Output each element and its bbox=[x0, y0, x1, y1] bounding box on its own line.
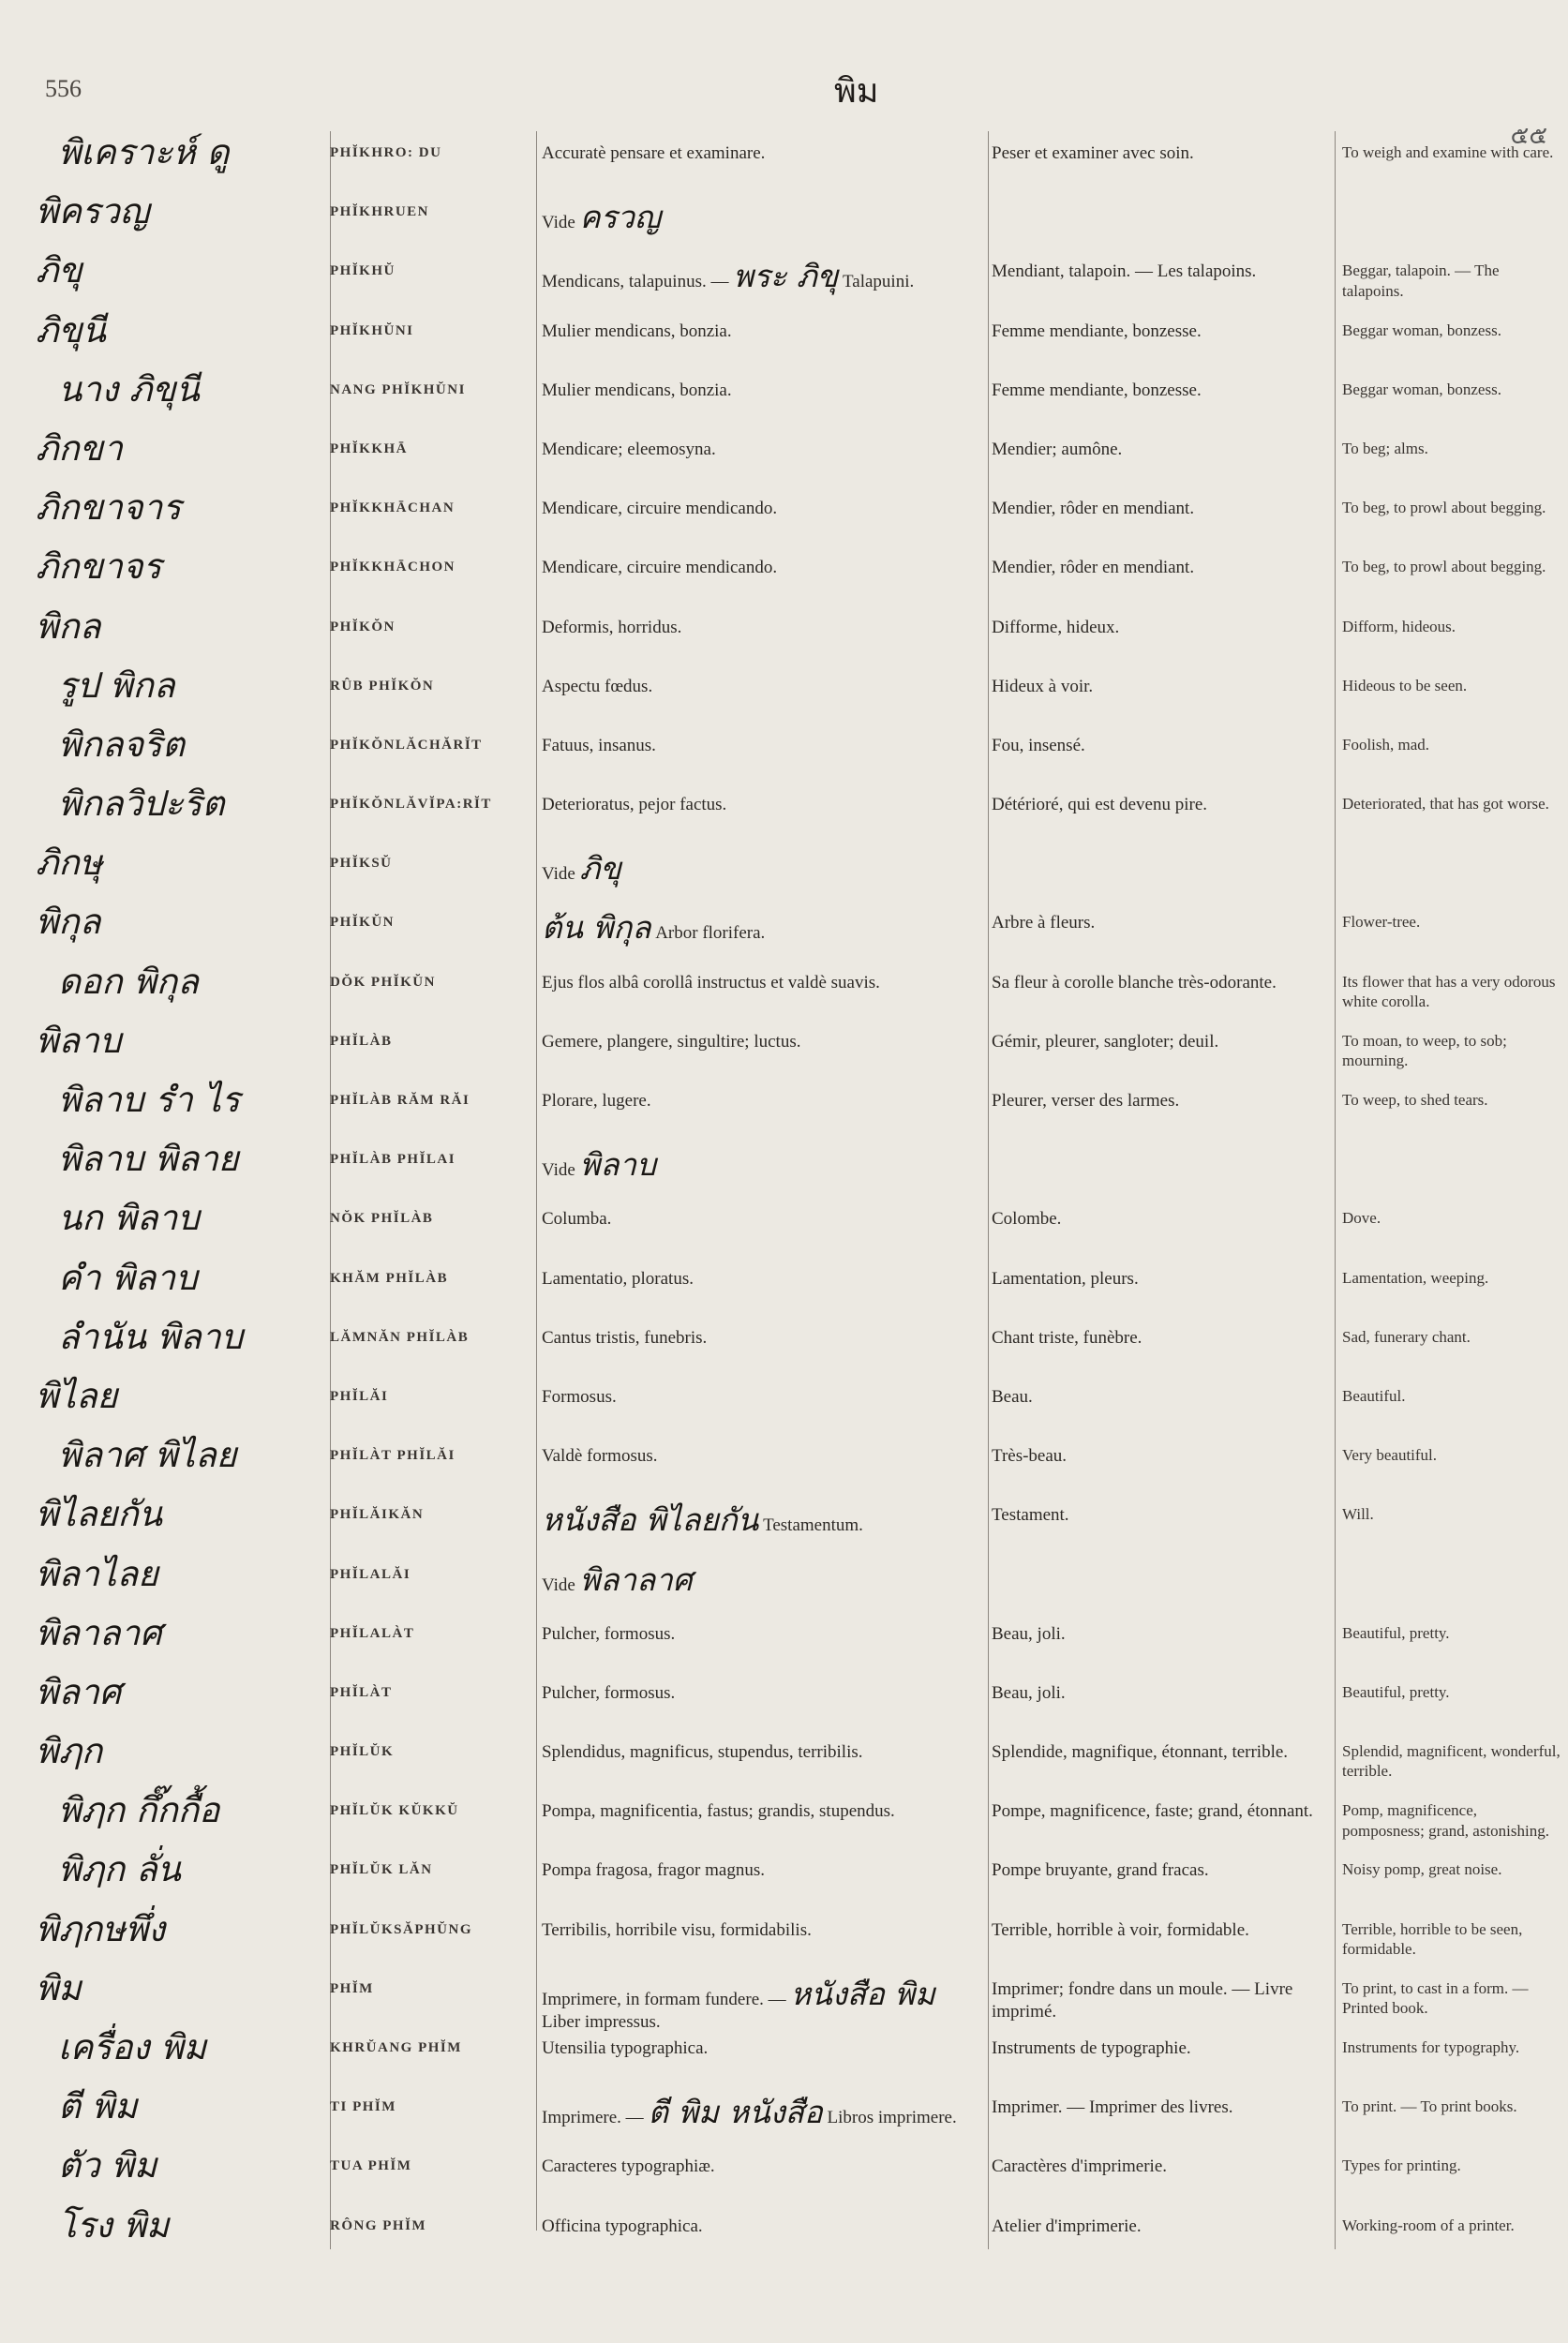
thai-headword: พิฦก bbox=[36, 1731, 103, 1772]
thai-headword: พิไลยกัน bbox=[36, 1494, 163, 1535]
thai-headword: พิกล bbox=[36, 605, 101, 647]
corner-page-mark: ๕๕ bbox=[1510, 122, 1547, 150]
romanization: PHĬKHRO: DU bbox=[330, 145, 442, 160]
romanization: RÔNG PHĬM bbox=[330, 2217, 427, 2233]
latin-thai-reference: ภิขุ bbox=[579, 850, 621, 888]
english-definition: To weigh and examine with care. bbox=[1342, 143, 1554, 161]
entry-row bbox=[0, 190, 1568, 249]
romanization: PHĬLŬK LĂN bbox=[330, 1862, 433, 1878]
french-definition: Mendier, rôder en mendiant. bbox=[992, 558, 1195, 578]
thai-headword: ภิกขาจร bbox=[36, 546, 162, 588]
english-definition: Its flower that has a very odorous white corolla. bbox=[1342, 972, 1556, 1010]
latin-text: Pompa, magnificentia, fastus; grandis, stupendus. bbox=[542, 1801, 895, 1822]
english-definition: Deteriorated, that has got worse. bbox=[1342, 795, 1549, 813]
english-definition: Hideous to be seen. bbox=[1342, 676, 1468, 694]
latin-definition bbox=[542, 794, 975, 816]
latin-definition bbox=[542, 909, 975, 947]
latin-text: Vide bbox=[542, 213, 575, 233]
entry-row bbox=[0, 1493, 1568, 1552]
thai-headword: ภิกขา bbox=[36, 427, 123, 469]
latin-definition bbox=[542, 1859, 975, 1882]
english-definition: Beautiful, pretty. bbox=[1342, 1682, 1450, 1701]
entry-row bbox=[0, 1553, 1568, 1612]
english-definition: To weep, to shed tears. bbox=[1342, 1091, 1488, 1109]
latin-text: Vide bbox=[542, 864, 575, 885]
latin-text: Cantus tristis, funebris. bbox=[542, 1327, 708, 1348]
thai-headword: ดอก พิกุล bbox=[58, 961, 199, 1002]
latin-definition bbox=[542, 1560, 975, 1598]
latin-thai-reference: หนังสือ พิม bbox=[790, 1975, 935, 2012]
latin-text: Officina typographica. bbox=[542, 2216, 703, 2236]
entry-row bbox=[0, 664, 1568, 724]
thai-headword: ภิกษุ bbox=[36, 843, 103, 884]
latin-definition bbox=[542, 321, 975, 343]
english-definition: Sad, funerary chant. bbox=[1342, 1327, 1471, 1346]
entry-row bbox=[0, 961, 1568, 1020]
romanization: PHĬKKHĀCHAN bbox=[330, 500, 455, 516]
french-definition: Testament. bbox=[992, 1505, 1069, 1526]
latin-definition bbox=[542, 1327, 975, 1350]
latin-text: Columba. bbox=[542, 1209, 612, 1230]
english-definition: To beg, to prowl about begging. bbox=[1342, 499, 1546, 517]
romanization: PHĬLÀB PHĬLAI bbox=[330, 1152, 456, 1168]
romanization: PHĬLŬKSĂPHŬNG bbox=[330, 1921, 473, 1937]
latin-definition bbox=[542, 1268, 975, 1291]
latin-text: Deformis, horridus. bbox=[542, 617, 682, 637]
french-definition: Caractères d'imprimerie. bbox=[992, 2156, 1168, 2177]
latin-definition bbox=[542, 2094, 975, 2131]
entry-row bbox=[0, 486, 1568, 545]
latin-text: Formosus. bbox=[542, 1386, 617, 1407]
romanization: TUA PHĬM bbox=[330, 2158, 412, 2174]
english-definition: Beggar woman, bonzess. bbox=[1342, 321, 1501, 339]
english-definition: Beggar, talapoin. — The talapoins. bbox=[1342, 261, 1500, 300]
thai-headword: พิฦก ลั่น bbox=[58, 1849, 181, 1890]
entry-row bbox=[0, 1138, 1568, 1197]
latin-thai-reference: ตี พิม หนังสือ bbox=[648, 2094, 823, 2131]
thai-headword: พิลาบ bbox=[36, 1020, 122, 1061]
french-definition: Difforme, hideux. bbox=[992, 617, 1120, 637]
thai-headword: พิลาบ พิลาย bbox=[58, 1139, 239, 1180]
latin-text: Utensilia typographica. bbox=[542, 2038, 709, 2058]
thai-headword: พิเคราะห์ ดู bbox=[58, 132, 230, 172]
entry-row bbox=[0, 1197, 1568, 1256]
romanization: PHĬLALÀT bbox=[330, 1625, 415, 1641]
thai-headword: พิฦกษพึ่ง bbox=[36, 1908, 166, 1949]
french-definition: Mendier, rôder en mendiant. bbox=[992, 499, 1195, 519]
dictionary-entries bbox=[0, 131, 1568, 2263]
thai-headword: เครื่อง พิม bbox=[58, 2027, 207, 2067]
latin-definition bbox=[542, 617, 975, 639]
french-definition: Pompe, magnificence, faste; grand, étonnant. bbox=[992, 1801, 1313, 1822]
latin-text: Splendidus, magnificus, stupendus, terribilis. bbox=[542, 1742, 863, 1763]
entry-row bbox=[0, 545, 1568, 604]
romanization: LĂMNĂN PHĬLÀB bbox=[330, 1329, 470, 1345]
english-definition: Flower-tree. bbox=[1342, 913, 1421, 932]
latin-definition bbox=[542, 380, 975, 402]
thai-headword: ตัว พิม bbox=[58, 2145, 157, 2186]
thai-headword: พิม bbox=[36, 1967, 82, 2008]
french-definition: Atelier d'imprimerie. bbox=[992, 2216, 1142, 2236]
english-definition: Difform, hideous. bbox=[1342, 617, 1456, 635]
romanization: PHĬLÀB bbox=[330, 1033, 393, 1049]
english-definition: Lamentation, weeping. bbox=[1342, 1268, 1489, 1287]
french-definition: Chant triste, funèbre. bbox=[992, 1327, 1142, 1348]
french-definition: Femme mendiante, bonzesse. bbox=[992, 380, 1202, 400]
latin-thai-reference: พิลาลาศ bbox=[579, 1560, 693, 1598]
french-definition: Détérioré, qui est devenu pire. bbox=[992, 795, 1208, 815]
entry-row bbox=[0, 131, 1568, 190]
romanization: PHĬKŬN bbox=[330, 915, 395, 931]
english-definition: Working-room of a printer. bbox=[1342, 2216, 1515, 2234]
entry-row bbox=[0, 2026, 1568, 2085]
latin-text: Valdè formosus. bbox=[542, 1446, 658, 1467]
romanization: PHĬLŬK bbox=[330, 1744, 395, 1760]
latin-definition bbox=[542, 498, 975, 520]
english-definition: Terrible, horrible to be seen, formidable. bbox=[1342, 1919, 1523, 1958]
french-definition: Beau. bbox=[992, 1386, 1033, 1407]
latin-text: Plorare, lugere. bbox=[542, 1091, 651, 1111]
romanization: TI PHĬM bbox=[330, 2099, 396, 2115]
french-definition: Mendiant, talapoin. — Les talapoins. bbox=[992, 261, 1257, 282]
romanization: RÛB PHĬKŎN bbox=[330, 678, 435, 694]
entry-row bbox=[0, 1375, 1568, 1434]
romanization: PHĬLĂI bbox=[330, 1388, 389, 1404]
entry-row bbox=[0, 1079, 1568, 1138]
romanization: PHĬKKHĀ bbox=[330, 440, 409, 456]
latin-definition bbox=[542, 1741, 975, 1764]
latin-text: Pulcher, formosus. bbox=[542, 1682, 676, 1703]
english-definition: Will. bbox=[1342, 1505, 1374, 1524]
latin-definition bbox=[542, 1090, 975, 1112]
entry-row bbox=[0, 1612, 1568, 1671]
french-definition: Beau, joli. bbox=[992, 1623, 1066, 1644]
thai-headword: พิลาศ พิไลย bbox=[58, 1435, 237, 1476]
romanization: PHĬLÀT bbox=[330, 1684, 393, 1700]
romanization: PHĬKŎNLĂVĬPA:RĬT bbox=[330, 797, 492, 813]
entry-row bbox=[0, 842, 1568, 901]
entry-row bbox=[0, 2204, 1568, 2263]
latin-definition bbox=[542, 735, 975, 757]
romanization: PHĬLÀT PHĬLĂI bbox=[330, 1448, 455, 1464]
romanization: KHRŬANG PHĬM bbox=[330, 2040, 462, 2055]
thai-headword: ลำนัน พิลาบ bbox=[58, 1316, 244, 1357]
french-definition: Hideux à voir. bbox=[992, 676, 1094, 696]
romanization: PHĬKKHĀCHON bbox=[330, 560, 456, 575]
thai-headword: พิลาศ bbox=[36, 1671, 122, 1712]
romanization: PHĬKHŬ bbox=[330, 263, 396, 279]
english-definition: Splendid, magnificent, wonderful, terrible. bbox=[1342, 1742, 1561, 1781]
english-definition: Instruments for typography. bbox=[1342, 2038, 1520, 2056]
latin-definition bbox=[542, 201, 975, 234]
entry-row bbox=[0, 2144, 1568, 2203]
latin-text: Mendicans, talapuinus. — bbox=[542, 272, 729, 292]
romanization: PHĬKSŬ bbox=[330, 856, 393, 872]
latin-definition bbox=[542, 1208, 975, 1231]
french-definition: Arbre à fleurs. bbox=[992, 913, 1096, 933]
latin-text: Mendicare; eleemosyna. bbox=[542, 439, 716, 459]
french-definition: Pleurer, verser des larmes. bbox=[992, 1091, 1180, 1111]
latin-thai-reference: พิลาบ bbox=[579, 1146, 656, 1184]
thai-headword: พิลาลาศ bbox=[36, 1612, 162, 1653]
romanization: NANG PHĬKHŬNI bbox=[330, 381, 466, 397]
page-number: 556 bbox=[45, 75, 82, 102]
thai-headword: ภิขุ bbox=[36, 250, 82, 291]
latin-text-after: Liber impressus. bbox=[542, 2011, 661, 2032]
latin-definition bbox=[542, 1501, 975, 1539]
thai-headword: นก พิลาบ bbox=[58, 1198, 200, 1239]
latin-text: Mendicare, circuire mendicando. bbox=[542, 558, 778, 578]
latin-thai-reference: ครวญ bbox=[579, 199, 661, 236]
latin-text-after: Testamentum. bbox=[763, 1515, 863, 1536]
entry-row bbox=[0, 2085, 1568, 2144]
thai-headword: ตี พิม bbox=[58, 2086, 138, 2127]
english-definition: Beautiful. bbox=[1342, 1386, 1406, 1405]
latin-definition bbox=[542, 1682, 975, 1705]
entry-row bbox=[0, 1020, 1568, 1079]
thai-headword: ภิกขาจาร bbox=[36, 487, 182, 529]
english-definition: Beggar woman, bonzess. bbox=[1342, 380, 1501, 398]
latin-text: Gemere, plangere, singultire; luctus. bbox=[542, 1031, 801, 1052]
latin-text: Ejus flos albâ corollâ instructus et valdè suavis. bbox=[542, 972, 880, 992]
thai-headword: พิครวญ bbox=[36, 191, 150, 232]
latin-text: Terribilis, horribile visu, formidabilis. bbox=[542, 1919, 812, 1940]
entry-row bbox=[0, 368, 1568, 427]
entry-row bbox=[0, 724, 1568, 783]
latin-text-after: Talapuini. bbox=[842, 272, 915, 292]
entry-row bbox=[0, 1967, 1568, 2032]
entry-row bbox=[0, 1434, 1568, 1493]
entry-row bbox=[0, 1316, 1568, 1375]
latin-definition bbox=[542, 258, 975, 295]
french-definition: Terrible, horrible à voir, formidable. bbox=[992, 1919, 1249, 1940]
thai-headword: นาง ภิขุนี bbox=[58, 368, 200, 410]
english-definition: To print. — To print books. bbox=[1342, 2097, 1517, 2116]
entry-row bbox=[0, 1671, 1568, 1730]
thai-headword: พิกุล bbox=[36, 902, 101, 943]
romanization: PHĬKHRUEN bbox=[330, 204, 430, 220]
french-definition: Fou, insensé. bbox=[992, 735, 1085, 755]
latin-text: Imprimere. — bbox=[542, 2108, 644, 2128]
entry-row bbox=[0, 1789, 1568, 1848]
romanization: PHĬM bbox=[330, 1980, 374, 1996]
english-definition: Types for printing. bbox=[1342, 2156, 1461, 2175]
entry-row bbox=[0, 1848, 1568, 1907]
latin-definition bbox=[542, 2037, 975, 2060]
entry-row bbox=[0, 309, 1568, 368]
french-definition: Mendier; aumône. bbox=[992, 439, 1123, 459]
latin-text: Pompa fragosa, fragor magnus. bbox=[542, 1860, 765, 1881]
latin-definition bbox=[542, 676, 975, 698]
latin-text: Lamentatio, ploratus. bbox=[542, 1268, 694, 1289]
thai-headword: พิกลจริต bbox=[58, 724, 186, 765]
romanization: PHĬLĂIKĂN bbox=[330, 1507, 425, 1523]
romanization: PHĬLÀB RĂM RĂI bbox=[330, 1093, 470, 1108]
romanization: PHĬKHŬNI bbox=[330, 322, 414, 338]
page-heading: พิม bbox=[834, 72, 879, 111]
latin-definition bbox=[542, 142, 975, 165]
entry-row bbox=[0, 249, 1568, 308]
latin-thai-reference: พระ ภิขุ bbox=[733, 258, 839, 295]
latin-definition bbox=[542, 1146, 975, 1184]
thai-headword: พิไลย bbox=[36, 1375, 118, 1416]
latin-definition bbox=[542, 557, 975, 579]
latin-definition bbox=[542, 1386, 975, 1409]
french-definition: Splendide, magnifique, étonnant, terrible. bbox=[992, 1742, 1289, 1763]
latin-definition bbox=[542, 439, 975, 461]
english-definition: To beg; alms. bbox=[1342, 439, 1428, 457]
entry-row bbox=[0, 1908, 1568, 1967]
thai-headword: โรง พิม bbox=[58, 2204, 170, 2246]
latin-text-after: Arbor florifera. bbox=[655, 923, 766, 944]
french-definition: Sa fleur à corolle blanche très-odorante. bbox=[992, 972, 1277, 992]
thai-headword: พิกลวิปะริต bbox=[58, 783, 225, 825]
english-definition: To moan, to weep, to sob; mourning. bbox=[1342, 1031, 1507, 1070]
english-definition: To print, to cast in a form. — Printed book. bbox=[1342, 1978, 1529, 2018]
latin-text: Caracteres typographiæ. bbox=[542, 2156, 715, 2177]
latin-definition bbox=[542, 1975, 975, 2034]
latin-thai-reference: ต้น พิกุล bbox=[542, 909, 651, 947]
latin-text: Fatuus, insanus. bbox=[542, 735, 656, 755]
latin-definition bbox=[542, 1800, 975, 1823]
latin-definition bbox=[542, 1919, 975, 1942]
french-definition: Peser et examiner avec soin. bbox=[992, 143, 1194, 163]
latin-text-after: Libros imprimere. bbox=[827, 2108, 957, 2128]
thai-headword: ภิขุนี bbox=[36, 309, 106, 351]
latin-definition bbox=[542, 2216, 975, 2238]
french-definition: Lamentation, pleurs. bbox=[992, 1268, 1139, 1289]
romanization: PHĬLŬK KŬKKŬ bbox=[330, 1803, 459, 1819]
latin-definition bbox=[542, 850, 975, 888]
french-definition: Instruments de typographie. bbox=[992, 2038, 1191, 2058]
romanization: PHĬKŎNLĂCHĂRĬT bbox=[330, 737, 483, 753]
entry-row bbox=[0, 427, 1568, 486]
french-definition: Pompe bruyante, grand fracas. bbox=[992, 1860, 1209, 1881]
romanization: DŎK PHĬKŬN bbox=[330, 974, 436, 990]
entry-row bbox=[0, 1730, 1568, 1789]
french-definition: Imprimer; fondre dans un moule. — Livre imprimé. bbox=[992, 1978, 1293, 2022]
latin-text: Deterioratus, pejor factus. bbox=[542, 795, 727, 815]
french-definition: Femme mendiante, bonzesse. bbox=[992, 321, 1202, 341]
latin-text: Pulcher, formosus. bbox=[542, 1623, 676, 1644]
french-definition: Gémir, pleurer, sangloter; deuil. bbox=[992, 1031, 1219, 1052]
latin-text: Accuratè pensare et examinare. bbox=[542, 143, 766, 163]
thai-headword: รูป พิกล bbox=[58, 664, 175, 706]
english-definition: Pomp, magnificence, pomposness; grand, astonishing. bbox=[1342, 1801, 1549, 1840]
entry-row bbox=[0, 783, 1568, 842]
romanization: PHĬKŎN bbox=[330, 619, 396, 634]
english-definition: Noisy pomp, great noise. bbox=[1342, 1860, 1502, 1879]
english-definition: Beautiful, pretty. bbox=[1342, 1623, 1450, 1642]
french-definition: Très-beau. bbox=[992, 1446, 1068, 1467]
latin-text: Vide bbox=[542, 1574, 575, 1595]
latin-text: Vide bbox=[542, 1160, 575, 1181]
latin-text: Aspectu fœdus. bbox=[542, 676, 653, 696]
romanization: KHĂM PHĬLÀB bbox=[330, 1270, 449, 1286]
french-definition: Imprimer. — Imprimer des livres. bbox=[992, 2097, 1233, 2118]
entry-row bbox=[0, 605, 1568, 664]
entry-row bbox=[0, 901, 1568, 960]
latin-definition bbox=[542, 1031, 975, 1053]
romanization: NŎK PHĬLÀB bbox=[330, 1211, 434, 1227]
english-definition: Dove. bbox=[1342, 1209, 1381, 1228]
thai-headword: พิลาไลย bbox=[36, 1553, 158, 1594]
latin-text: Mendicare, circuire mendicando. bbox=[542, 499, 778, 519]
english-definition: Very beautiful. bbox=[1342, 1446, 1438, 1465]
latin-text: Mulier mendicans, bonzia. bbox=[542, 321, 732, 341]
thai-headword: พิลาบ รำ ไร bbox=[58, 1080, 240, 1120]
romanization: PHĬLALĂI bbox=[330, 1566, 411, 1582]
french-definition: Colombe. bbox=[992, 1209, 1062, 1230]
thai-headword: คำ พิลาบ bbox=[58, 1257, 198, 1298]
latin-definition bbox=[542, 1445, 975, 1468]
latin-thai-reference: หนังสือ พิไลยกัน bbox=[542, 1501, 759, 1539]
thai-headword: พิฦก กึ๊กกื้อ bbox=[58, 1790, 220, 1831]
latin-text: Mulier mendicans, bonzia. bbox=[542, 380, 732, 400]
english-definition: Foolish, mad. bbox=[1342, 735, 1430, 754]
english-definition: To beg, to prowl about begging. bbox=[1342, 558, 1546, 576]
french-definition: Beau, joli. bbox=[992, 1682, 1066, 1703]
latin-text: Imprimere, in formam fundere. — bbox=[542, 1989, 786, 2009]
latin-definition bbox=[542, 1623, 975, 1646]
latin-definition bbox=[542, 2156, 975, 2178]
latin-definition bbox=[542, 972, 975, 994]
entry-row bbox=[0, 1257, 1568, 1316]
